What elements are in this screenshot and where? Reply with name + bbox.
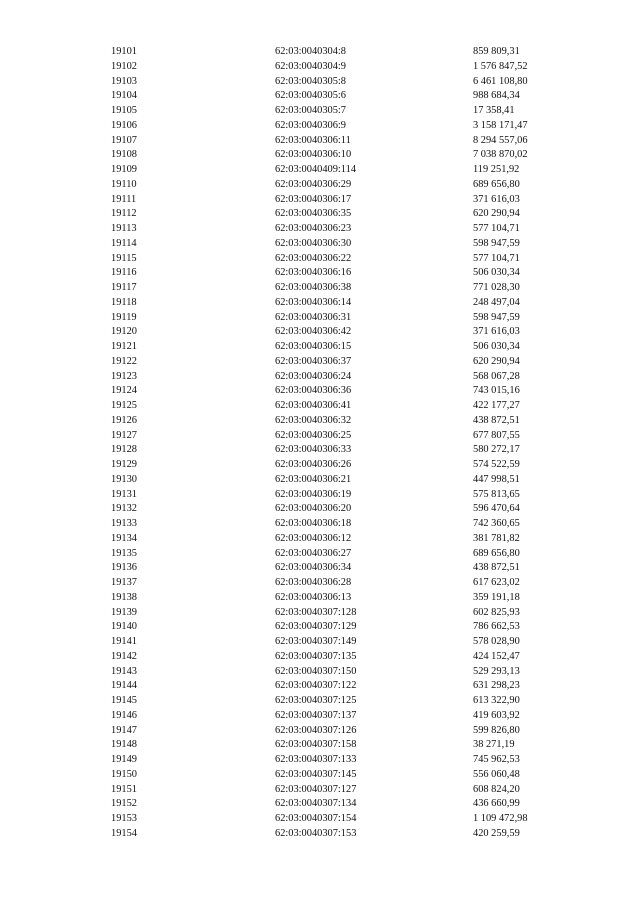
record-number: 19140 bbox=[111, 621, 137, 633]
cadastral-number: 62:03:0040306:42 bbox=[275, 326, 352, 338]
cadastral-number: 62:03:0040306:33 bbox=[275, 444, 352, 456]
record-number: 19127 bbox=[111, 429, 137, 441]
record-number: 19114 bbox=[111, 237, 137, 249]
record-number: 19120 bbox=[111, 326, 137, 338]
cadastral-number: 62:03:0040307:134 bbox=[275, 798, 357, 810]
cadastral-value: 6 461 108,80 bbox=[473, 75, 528, 87]
cadastral-value: 608 824,20 bbox=[473, 783, 520, 795]
cadastral-value: 438 872,51 bbox=[473, 414, 520, 426]
record-number: 19122 bbox=[111, 355, 137, 367]
cadastral-value: 38 271,19 bbox=[473, 739, 515, 751]
record-number: 19148 bbox=[111, 739, 137, 751]
cadastral-number: 62:03:0040307:154 bbox=[275, 813, 357, 824]
record-number: 19147 bbox=[111, 724, 137, 736]
record-number: 19106 bbox=[111, 119, 137, 131]
cadastral-value: 745 962,53 bbox=[473, 754, 520, 765]
cadastral-value: 381 781,82 bbox=[473, 532, 520, 544]
table-row bbox=[0, 311, 640, 326]
cadastral-value: 577 104,71 bbox=[473, 223, 520, 234]
table-row bbox=[0, 606, 640, 621]
table-row bbox=[0, 532, 640, 547]
cadastral-value: 371 616,03 bbox=[473, 326, 520, 338]
table-row bbox=[0, 665, 640, 680]
record-number: 19136 bbox=[111, 562, 137, 574]
record-number: 19113 bbox=[111, 223, 137, 234]
cadastral-number: 62:03:0040307:133 bbox=[275, 754, 357, 765]
record-number: 19103 bbox=[111, 75, 137, 87]
table-row bbox=[0, 75, 640, 90]
cadastral-value: 859 809,31 bbox=[473, 46, 520, 57]
table-row bbox=[0, 60, 640, 75]
record-number: 19108 bbox=[111, 149, 137, 161]
table-row bbox=[0, 797, 640, 812]
table-row bbox=[0, 694, 640, 709]
table-row bbox=[0, 45, 640, 60]
table-row bbox=[0, 753, 640, 768]
record-number: 19133 bbox=[111, 518, 137, 529]
table-row bbox=[0, 783, 640, 798]
cadastral-number: 62:03:0040307:158 bbox=[275, 739, 357, 751]
record-number: 19150 bbox=[111, 768, 137, 780]
cadastral-number: 62:03:0040306:17 bbox=[275, 193, 352, 205]
cadastral-value: 1 576 847,52 bbox=[473, 60, 528, 72]
cadastral-value: 575 813,65 bbox=[473, 488, 520, 500]
table-row bbox=[0, 222, 640, 237]
cadastral-number: 62:03:0040306:22 bbox=[275, 252, 352, 264]
table-row bbox=[0, 547, 640, 562]
cadastral-number: 62:03:0040307:153 bbox=[275, 827, 357, 839]
cadastral-number: 62:03:0040306:24 bbox=[275, 370, 352, 382]
cadastral-number: 62:03:0040306:23 bbox=[275, 223, 352, 234]
record-number: 19109 bbox=[111, 164, 137, 175]
cadastral-value: 598 947,59 bbox=[473, 237, 520, 249]
table-row bbox=[0, 620, 640, 635]
cadastral-value: 568 067,28 bbox=[473, 370, 520, 382]
cadastral-value: 8 294 557,06 bbox=[473, 134, 528, 146]
record-number: 19102 bbox=[111, 60, 137, 72]
cadastral-number: 62:03:0040306:25 bbox=[275, 429, 352, 441]
cadastral-number: 62:03:0040306:16 bbox=[275, 267, 352, 279]
table-row bbox=[0, 207, 640, 222]
cadastral-number: 62:03:0040307:127 bbox=[275, 783, 357, 795]
table-row bbox=[0, 650, 640, 665]
record-number: 19137 bbox=[111, 577, 137, 588]
cadastral-value: 119 251,92 bbox=[473, 164, 520, 175]
record-number: 19143 bbox=[111, 665, 137, 677]
cadastral-value: 447 998,51 bbox=[473, 473, 520, 485]
cadastral-number: 62:03:0040409:114 bbox=[275, 164, 357, 175]
cadastral-value: 602 825,93 bbox=[473, 606, 520, 618]
record-number: 19119 bbox=[111, 311, 137, 323]
record-number: 19116 bbox=[111, 267, 137, 279]
record-number: 19101 bbox=[111, 46, 137, 57]
cadastral-value: 248 497,04 bbox=[473, 296, 520, 308]
table-row bbox=[0, 252, 640, 267]
cadastral-value: 631 298,23 bbox=[473, 680, 520, 692]
cadastral-number: 62:03:0040305:6 bbox=[275, 90, 347, 102]
table-row bbox=[0, 443, 640, 458]
record-number: 19141 bbox=[111, 636, 137, 647]
table-row bbox=[0, 827, 640, 842]
record-number: 19107 bbox=[111, 134, 137, 146]
cadastral-value: 580 272,17 bbox=[473, 444, 520, 456]
cadastral-number: 62:03:0040306:19 bbox=[275, 488, 352, 500]
table-row bbox=[0, 473, 640, 488]
table-row bbox=[0, 576, 640, 591]
cadastral-value: 617 623,02 bbox=[473, 577, 520, 588]
table-row bbox=[0, 266, 640, 281]
cadastral-value: 620 290,94 bbox=[473, 355, 520, 367]
cadastral-number: 62:03:0040306:35 bbox=[275, 208, 352, 220]
table-row bbox=[0, 134, 640, 149]
table-row bbox=[0, 709, 640, 724]
record-number: 19142 bbox=[111, 650, 137, 662]
cadastral-number: 62:03:0040306:26 bbox=[275, 459, 352, 470]
record-number: 19129 bbox=[111, 459, 137, 470]
record-number: 19138 bbox=[111, 591, 137, 603]
cadastral-value: 689 656,80 bbox=[473, 547, 520, 559]
cadastral-number: 62:03:0040304:8 bbox=[275, 46, 347, 57]
cadastral-value: 556 060,48 bbox=[473, 768, 520, 780]
record-number: 19145 bbox=[111, 695, 137, 706]
table-row bbox=[0, 340, 640, 355]
table-row bbox=[0, 458, 640, 473]
cadastral-value: 371 616,03 bbox=[473, 193, 520, 205]
cadastral-value: 438 872,51 bbox=[473, 562, 520, 574]
cadastral-number: 62:03:0040306:12 bbox=[275, 532, 352, 544]
table-row bbox=[0, 591, 640, 606]
cadastral-number: 62:03:0040306:41 bbox=[275, 400, 352, 411]
table-row bbox=[0, 429, 640, 444]
cadastral-number: 62:03:0040306:13 bbox=[275, 591, 352, 603]
cadastral-value: 677 807,55 bbox=[473, 429, 520, 441]
record-number: 19139 bbox=[111, 606, 137, 618]
record-number: 19135 bbox=[111, 547, 137, 559]
record-number: 19126 bbox=[111, 414, 137, 426]
cadastral-number: 62:03:0040307:149 bbox=[275, 636, 357, 647]
cadastral-number: 62:03:0040307:150 bbox=[275, 665, 357, 677]
cadastral-value: 359 191,18 bbox=[473, 591, 520, 603]
cadastral-number: 62:03:0040307:122 bbox=[275, 680, 357, 692]
cadastral-number: 62:03:0040306:27 bbox=[275, 547, 352, 559]
cadastral-value: 424 152,47 bbox=[473, 650, 520, 662]
cadastral-number: 62:03:0040304:9 bbox=[275, 60, 347, 72]
table-row bbox=[0, 163, 640, 178]
record-number: 19104 bbox=[111, 90, 137, 102]
cadastral-number: 62:03:0040306:9 bbox=[275, 119, 347, 131]
cadastral-number: 62:03:0040306:32 bbox=[275, 414, 352, 426]
cadastral-number: 62:03:0040306:28 bbox=[275, 577, 352, 588]
table-row bbox=[0, 399, 640, 414]
cadastral-value: 574 522,59 bbox=[473, 459, 520, 470]
cadastral-number: 62:03:0040306:38 bbox=[275, 282, 352, 293]
cadastral-value: 420 259,59 bbox=[473, 827, 520, 839]
cadastral-value: 506 030,34 bbox=[473, 341, 520, 352]
cadastral-number: 62:03:0040306:34 bbox=[275, 562, 352, 574]
cadastral-value: 742 360,65 bbox=[473, 518, 520, 529]
table-row bbox=[0, 724, 640, 739]
cadastral-value: 422 177,27 bbox=[473, 400, 520, 411]
table-row bbox=[0, 281, 640, 296]
cadastral-number: 62:03:0040306:11 bbox=[275, 134, 351, 146]
cadastral-number: 62:03:0040306:20 bbox=[275, 503, 352, 515]
table-row bbox=[0, 355, 640, 370]
cadastral-number: 62:03:0040306:36 bbox=[275, 385, 352, 397]
table-row bbox=[0, 488, 640, 503]
table-row bbox=[0, 635, 640, 650]
table-row bbox=[0, 561, 640, 576]
cadastral-value: 613 322,90 bbox=[473, 695, 520, 706]
record-number: 19153 bbox=[111, 813, 137, 824]
cadastral-value: 577 104,71 bbox=[473, 252, 520, 264]
cadastral-value: 689 656,80 bbox=[473, 178, 520, 190]
record-number: 19123 bbox=[111, 370, 137, 382]
cadastral-value: 596 470,64 bbox=[473, 503, 520, 515]
cadastral-number: 62:03:0040307:145 bbox=[275, 768, 357, 780]
table-row bbox=[0, 517, 640, 532]
record-number: 19154 bbox=[111, 827, 137, 839]
record-number: 19105 bbox=[111, 105, 137, 116]
table-row bbox=[0, 325, 640, 340]
cadastral-value: 599 826,80 bbox=[473, 724, 520, 736]
record-number: 19128 bbox=[111, 444, 137, 456]
cadastral-number: 62:03:0040307:125 bbox=[275, 695, 357, 706]
table-row bbox=[0, 414, 640, 429]
table-row bbox=[0, 237, 640, 252]
cadastral-value: 3 158 171,47 bbox=[473, 119, 528, 131]
cadastral-number: 62:03:0040307:128 bbox=[275, 606, 357, 618]
record-number: 19134 bbox=[111, 532, 137, 544]
table-row bbox=[0, 178, 640, 193]
record-number: 19117 bbox=[111, 282, 137, 293]
cadastral-number: 62:03:0040306:37 bbox=[275, 355, 352, 367]
record-number: 19115 bbox=[111, 252, 137, 264]
cadastral-number: 62:03:0040306:14 bbox=[275, 296, 352, 308]
cadastral-value-table bbox=[0, 45, 640, 842]
cadastral-value: 988 684,34 bbox=[473, 90, 520, 102]
record-number: 19151 bbox=[111, 783, 137, 795]
cadastral-number: 62:03:0040306:15 bbox=[275, 341, 352, 352]
record-number: 19132 bbox=[111, 503, 137, 515]
cadastral-number: 62:03:0040307:129 bbox=[275, 621, 357, 633]
cadastral-number: 62:03:0040307:137 bbox=[275, 709, 357, 721]
cadastral-number: 62:03:0040306:18 bbox=[275, 518, 352, 529]
table-row bbox=[0, 738, 640, 753]
cadastral-value: 506 030,34 bbox=[473, 267, 520, 279]
cadastral-number: 62:03:0040306:21 bbox=[275, 473, 352, 485]
record-number: 19144 bbox=[111, 680, 137, 692]
table-row bbox=[0, 119, 640, 134]
cadastral-number: 62:03:0040306:29 bbox=[275, 178, 352, 190]
cadastral-number: 62:03:0040306:10 bbox=[275, 149, 352, 161]
cadastral-number: 62:03:0040305:8 bbox=[275, 75, 347, 87]
cadastral-value: 529 293,13 bbox=[473, 665, 520, 677]
record-number: 19110 bbox=[111, 178, 137, 190]
cadastral-value: 598 947,59 bbox=[473, 311, 520, 323]
cadastral-number: 62:03:0040305:7 bbox=[275, 105, 347, 116]
cadastral-value: 578 028,90 bbox=[473, 636, 520, 647]
table-row bbox=[0, 104, 640, 119]
cadastral-value: 786 662,53 bbox=[473, 621, 520, 633]
record-number: 19130 bbox=[111, 473, 137, 485]
table-row bbox=[0, 384, 640, 399]
record-number: 19112 bbox=[111, 208, 137, 220]
record-number: 19152 bbox=[111, 798, 137, 810]
cadastral-number: 62:03:0040307:126 bbox=[275, 724, 357, 736]
table-row bbox=[0, 296, 640, 311]
cadastral-value: 620 290,94 bbox=[473, 208, 520, 220]
cadastral-number: 62:03:0040307:135 bbox=[275, 650, 357, 662]
cadastral-value: 771 028,30 bbox=[473, 282, 520, 293]
record-number: 19111 bbox=[111, 193, 137, 205]
record-number: 19131 bbox=[111, 488, 137, 500]
record-number: 19149 bbox=[111, 754, 137, 765]
table-row bbox=[0, 768, 640, 783]
table-row bbox=[0, 148, 640, 163]
record-number: 19125 bbox=[111, 400, 137, 411]
record-number: 19121 bbox=[111, 341, 137, 352]
cadastral-value: 17 358,41 bbox=[473, 105, 515, 116]
table-row bbox=[0, 812, 640, 827]
cadastral-number: 62:03:0040306:30 bbox=[275, 237, 352, 249]
cadastral-value: 7 038 870,02 bbox=[473, 149, 528, 161]
cadastral-value: 743 015,16 bbox=[473, 385, 520, 397]
table-row bbox=[0, 193, 640, 208]
cadastral-value: 436 660,99 bbox=[473, 798, 520, 810]
cadastral-value: 419 603,92 bbox=[473, 709, 520, 721]
record-number: 19146 bbox=[111, 709, 137, 721]
cadastral-number: 62:03:0040306:31 bbox=[275, 311, 352, 323]
cadastral-value: 1 109 472,98 bbox=[473, 813, 528, 824]
record-number: 19124 bbox=[111, 385, 137, 397]
table-row bbox=[0, 370, 640, 385]
table-row bbox=[0, 89, 640, 104]
table-row bbox=[0, 679, 640, 694]
record-number: 19118 bbox=[111, 296, 137, 308]
table-row bbox=[0, 502, 640, 517]
